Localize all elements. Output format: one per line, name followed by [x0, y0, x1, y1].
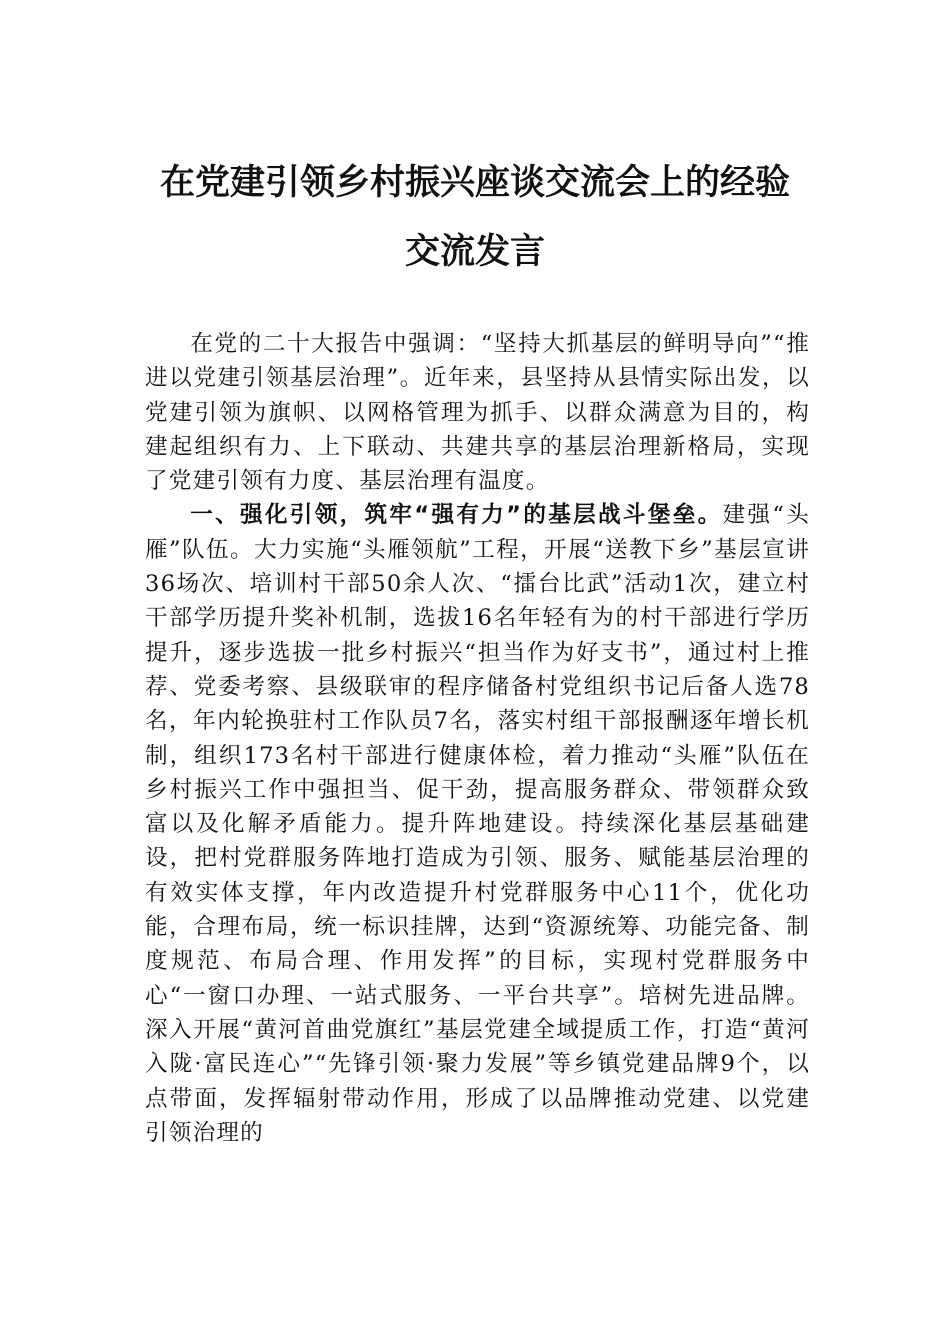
intro-paragraph: 在党的二十大报告中强调：“坚持大抓基层的鲜明导向”“推进以党建引领基层治理”。近年来，县坚持从县情实际出发，以党建引领为旗帜、以网格管理为抓手、以群众满意为目的，构建起组织有力、上下联动、共建共享的基层治理新格局，实现了党建引领有力度、基层治理有温度。	[145, 331, 810, 495]
document-title-line-1: 在党建引领乡村振兴座谈交流会上的经验	[159, 162, 790, 203]
section-1-heading: 一、强化引领，筑牢“强有力”的基层战斗堡垒。	[190, 502, 723, 529]
section-1-body: 建强“头雁”队伍。大力实施“头雁领航”工程，开展“送教下乡”基层宣讲36场次、培训村干部50余人次、“擂台比武”活动1次，建立村干部学历提升奖补机制，选拔16名年轻有为的村干部进行学历提升，逐步选拔一批乡村振兴“担当作为好支书”，通过村上推荐、党委考察、县级联审的程序储备村党组织书记后备人选78名，年内轮换驻村工作队员7名，落实村组干部报酬逐年增长机制，组织173名村干部进行健康体检，着力推动“头雁”队伍在乡村振兴工作中强担当、促干劲，提高服务群众、带领群众致富以及化解矛盾能力。提升阵地建设。持续深化基层基础建设，把村党群服务阵地打造成为引领、服务、赋能基层治理的有效实体支撑，年内改造提升村党群服务中心11个，优化功能，合理布局，统一标识挂牌，达到“资源统筹、功能完备、制度规范、布局合理、作用发挥”的目标，实现村党群服务中心“一窗口办理、一站式服务、一平台共享”。培树先进品牌。深入开展“黄河首曲党旗红”基层党建全域提质工作，打造“黄河入陇·富民连心”“先锋引领·聚力发展”等乡镇党建品牌9个，以点带面，发挥辐射带动作用，形成了以品牌推动党建、以党建引领治理的	[145, 502, 810, 1146]
section-1-paragraph	[145, 498, 810, 1150]
document-title-line-2: 交流发言	[404, 231, 545, 272]
document-body	[145, 327, 810, 1150]
